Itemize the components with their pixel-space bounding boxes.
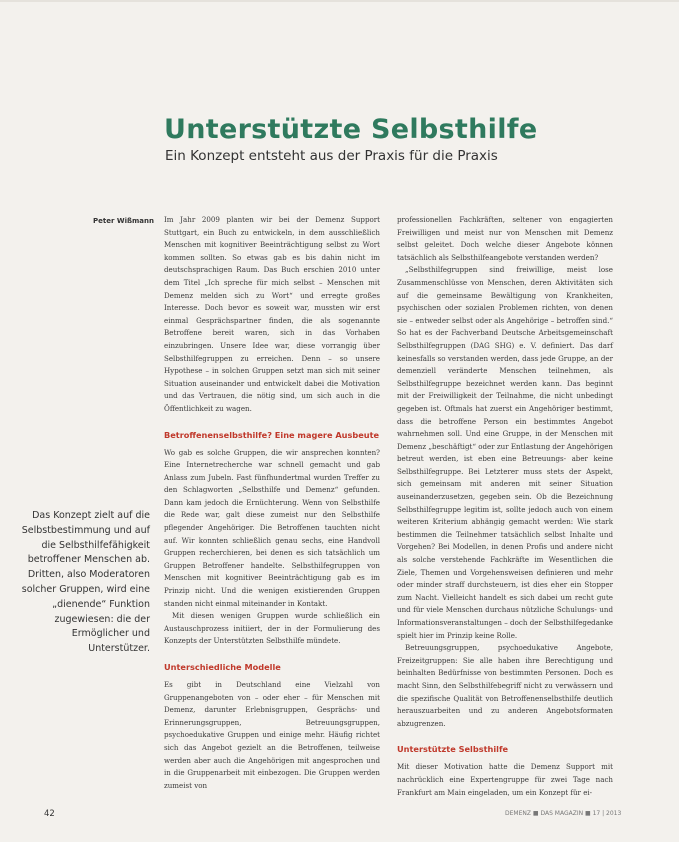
- author-name: Peter Wißmann: [92, 217, 154, 225]
- section-heading-unterstuetzte-selbsthilfe: Unterstützte Selbsthilfe: [397, 744, 509, 755]
- top-hairline: [0, 0, 679, 2]
- body-paragraph: „Selbsthilfegruppen sind freiwillige, meist lose Zusammenschlüsse von Menschen, deren Aktivitäten sich auf die gemeinsame Bewältigung von Krankheiten, psychischen oder sozialen Problemen richten, von denen sie – entweder selbst oder als Angehörige – betroffen sind.“ So hat es der Fachverband Deutsche Arbeitsgemeinschaft Selbsthilfegruppen (DAG SHG) e. V. definiert. Das darf keinesfalls so verstanden werden, dass jede Gruppe, an der demenziell veränderte Menschen teilnehmen, als Selbsthilfegruppe bezeichnet werden kann. Das beginnt mit der Freiwilligkeit der Teilnahme, die nicht unbedingt gegeben ist. Oftmals hat zuerst ein Angehöriger bestimmt, dass die betroffene Person ein bestimmtes Angebot wahrnehmen soll. Und eine Gruppe, in der Menschen mit Demenz „beschäftigt“ oder zur Entlastung der Angehörigen betreut werden, ist eben eine Betreuungs- aber keine Selbsthilfegruppe. Bei Letzterer muss stets der Aspekt, sich gemeinsam mit anderen mit seiner Situation auseinanderzusetzen, gegeben sein. Ob die Bezeichnung Selbsthilfegruppe legitim ist, sollte jedoch auch von einem weiteren Kriterium abhängig gemacht werden: Wie stark bestimmen die Teilnehmer tatsächlich selbst Inhalte und Vorgehen? Bei Modellen, in denen Profis und andere nicht als solche verstehende Fachkräfte im Wesentlichen die Ziele, Themen und Vorgehensweisen definieren und mehr oder minder straff durchsteuern, ist dies eher ein Stopper zum Nacht. Vielleicht handelt es sich dabei um recht gute und für viele Menschen durchaus nützliche Schulungs- und Informationsveranstaltungen – doch der Selbsthilfegedanke spielt hier im Prinzip keine Rolle.: [397, 265, 613, 640]
- body-paragraph: Mit dieser Motivation hatte die Demenz Support mit nachrücklich eine Expertengruppe für zwei Tage nach Frankfurt am Main eingeladen, um ein Konzept für ei-: [397, 762, 613, 797]
- pull-quote: Das Konzept zielt auf die Selbstbestimmung und auf die Selbsthilfefähigkeit betroffener Menschen ab. Dritten, also Moderatoren solcher Gruppen, wird eine „dienende“ Funktion zugewiesen: die der Ermöglicher und Unterstützer.: [21, 510, 150, 655]
- article-subtitle: Ein Konzept entsteht aus der Praxis für die Praxis: [165, 148, 498, 164]
- text-column-right: [397, 214, 613, 799]
- intro-paragraph: Im Jahr 2009 planten wir bei der Demenz Support Stuttgart, ein Buch zu entwickeln, in dem ausschließlich Menschen mit kognitiver Beeinträchtigung selbst zu Wort kommen sollten. So etwas gab es bis dahin nicht im deutschsprachigen Raum. Das Buch erschien 2010 unter dem Titel „Ich spreche für mich selbst – Menschen mit Demenz melden sich zu Wort“ und erregte großes Interesse. Doch bevor es soweit war, mussten wir erst einmal Gesprächspartner finden, die als sogenannte Betroffene bereit waren, sich in das Vorhaben einzubringen. Unsere Idee war, diese vorrangig über Selbsthilfegruppen zu erreichen. Denn – so unsere Hypothese – in solchen Gruppen setzt man sich mit seiner Situation auseinander und entwickelt dabei die Motivation und das Vertrauen, die nötig sind, um sich auch in die Öffentlichkeit zu wagen.: [164, 215, 380, 413]
- body-paragraph: Mit diesen wenigen Gruppen wurde schließlich ein Austauschprozess initiiert, der in der Formulierung des Konzepts der Unterstützten Selbsthilfe mündete.: [164, 611, 380, 646]
- body-paragraph: Wo gab es solche Gruppen, die wir ansprechen konnten? Eine Internetrecherche war schnell gemacht und gab Anlass zum Jubeln. Fast fünfhundertmal wurden Treffer zu den Schlagworten „Selbsthilfe und Demenz“ gefunden. Dann kam jedoch die Ernüchterung. Wenn von Selbsthilfe die Rede war, galt diese zumeist nur den Selbsthilfe pflegender Angehöriger. Die Betroffenen tauchten nicht auf. Wir konnten schließlich genau sechs, eine Handvoll Gruppen recherchieren, bei denen es sich tatsächlich um Gruppen Betroffener handelte. Selbsthilfegruppen von Menschen mit kognitiver Beeinträchtigung gab es im Prinzip nicht. Und die wenigen existierenden Gruppen standen nicht einmal miteinander in Kontakt.: [164, 447, 380, 608]
- body-paragraph: professionellen Fachkräften, seltener von engagierten Freiwilligen und meist nur von Menschen mit Demenz selbst geleitet. Doch welche dieser Angebote können tatsächlich als Selbsthilfeangebote verstanden werden?: [397, 215, 613, 262]
- body-paragraph: Es gibt in Deutschland eine Vielzahl von Gruppenangeboten von – oder eher – für Menschen mit Demenz, darunter Erlebnisgruppen, Gesprächs- und Erinnerungsgruppen, Betreuungsgruppen, psychoedukative Gruppen und einige mehr. Häufig richtet sich das Angebot gezielt an die Betroffenen, teilweise werden aber auch die Angehörigen mit angesprochen und in die Gruppenarbeit mit einbezogen. Die Gruppen werden zumeist von: [164, 680, 380, 790]
- text-column-left: [164, 214, 380, 792]
- body-paragraph: Betreuungsgruppen, psychoedukative Angebote, Freizeitgruppen: Sie alle haben ihre Berechtigung und beinhalten Bedürfnisse von bestimmten Personen. Doch es macht Sinn, den Selbsthilfebegriff nicht zu verwässern und die spezifische Qualität von Betroffenenselbsthilfe deutlich herauszuarbeiten und zu anderen Angebotsformaten abzugrenzen.: [397, 643, 613, 728]
- page-number: 42: [44, 809, 55, 819]
- magazine-reference: DEMENZ ■ DAS MAGAZIN ■ 17 | 2013: [505, 810, 622, 817]
- article-title: Unterstützte Selbsthilfe: [164, 114, 538, 146]
- section-heading-modelle: Unterschiedliche Modelle: [164, 662, 281, 672]
- section-heading-betroffenenselbsthilfe: Betroffenenselbsthilfe? Eine magere Ausbeute: [164, 429, 380, 440]
